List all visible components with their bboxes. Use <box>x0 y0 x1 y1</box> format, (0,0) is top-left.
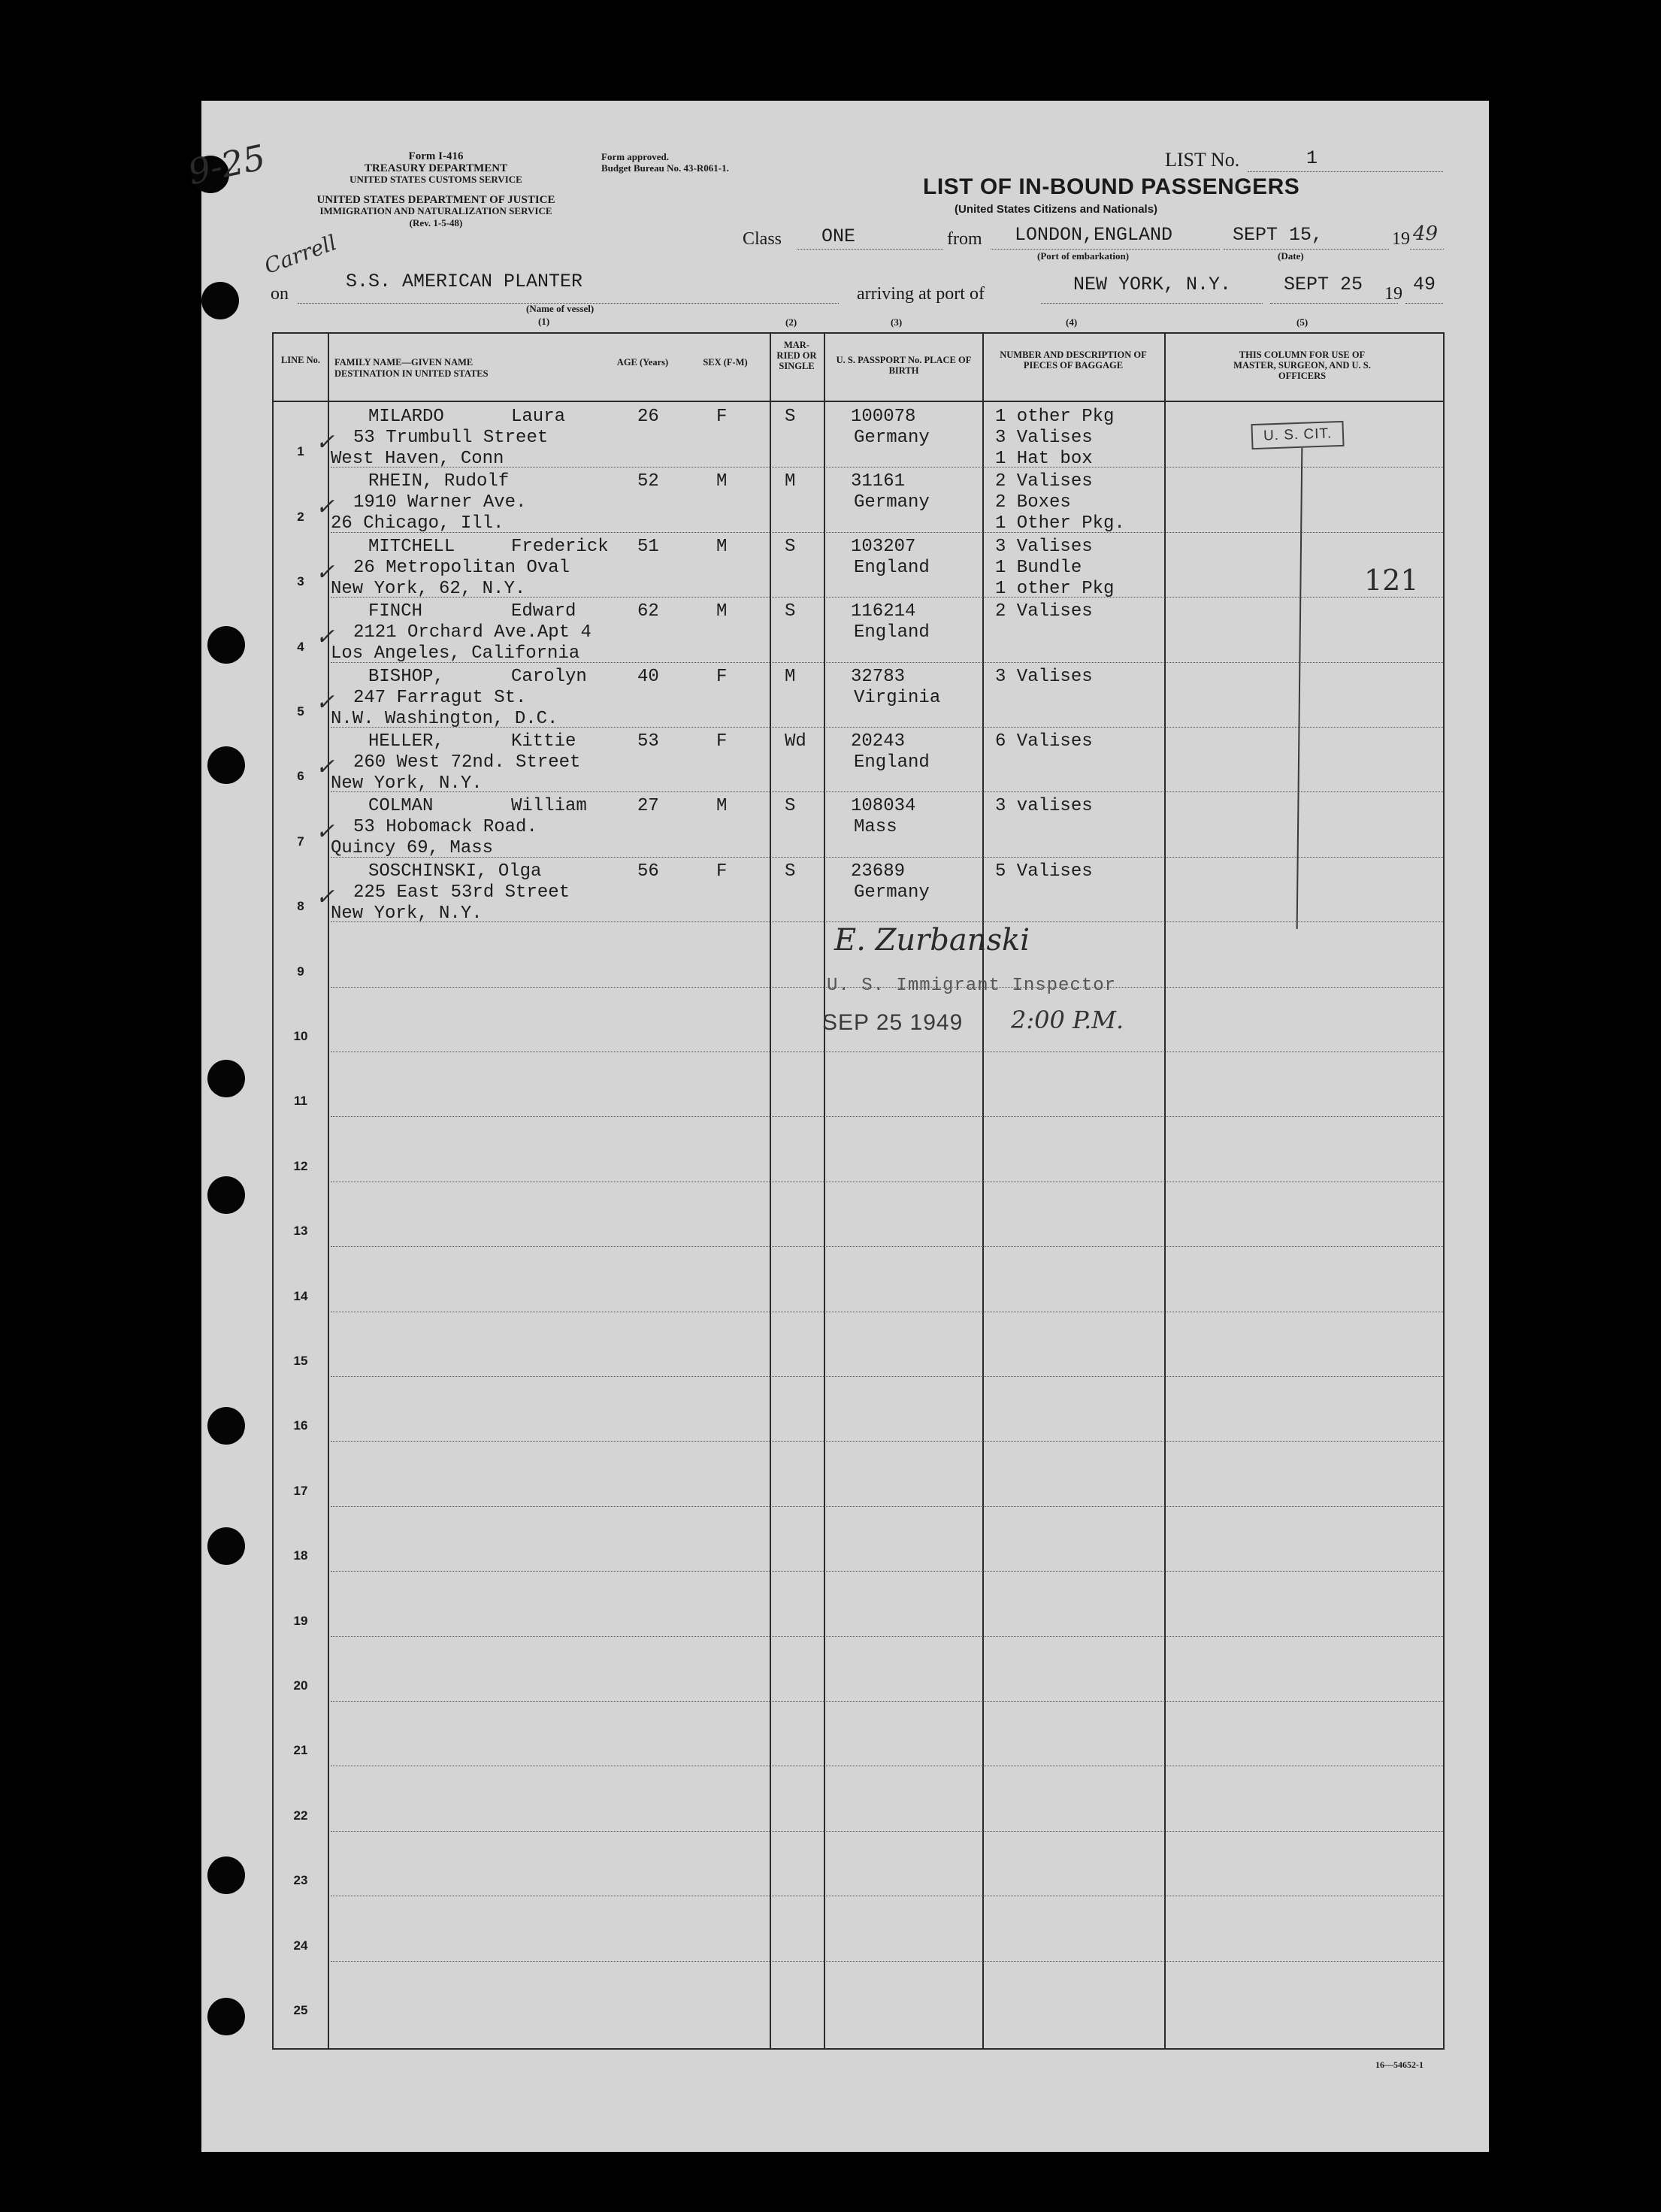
table-top-border <box>272 332 1445 334</box>
colnum-4: (4) <box>1066 316 1078 328</box>
year-prefix-1: 19 <box>1392 229 1410 249</box>
passenger-sex: F <box>716 731 728 752</box>
year-arrival: 49 <box>1413 274 1436 295</box>
baggage-line-3: 1 other Pkg <box>995 578 1115 599</box>
row-separator <box>331 1571 1443 1572</box>
margin-note-on: Carrell <box>261 230 340 279</box>
line-number: 14 <box>293 1288 308 1303</box>
passenger-birthplace: England <box>854 557 930 578</box>
passenger-address-street: 26 Metropolitan Oval <box>353 557 570 578</box>
line-number: 12 <box>293 1158 308 1173</box>
inspector-title: U. S. Immigrant Inspector <box>827 976 1117 996</box>
colhdr-destination: DESTINATION IN UNITED STATES <box>334 368 489 379</box>
row-separator <box>331 1376 1443 1377</box>
check-mark: ✓ <box>316 688 335 716</box>
baggage-line-2: 1 Bundle <box>995 557 1082 578</box>
passenger-address-street: 2121 Orchard Ave.Apt 4 <box>353 622 591 643</box>
passenger-age: 27 <box>637 796 659 817</box>
passenger-age: 56 <box>637 861 659 882</box>
row-separator <box>331 1701 1443 1702</box>
passenger-age: 26 <box>637 407 659 427</box>
colhdr-married: MAR- RIED OR SINGLE <box>776 340 817 371</box>
passenger-birthplace: England <box>854 752 930 773</box>
passenger-family-name: COLMAN <box>368 796 434 817</box>
approval-line2: Budget Bureau No. 43-R061-1. <box>601 162 729 174</box>
passenger-marital-status: S <box>785 861 796 882</box>
passenger-passport-no: 20243 <box>851 731 906 752</box>
row-separator <box>331 1506 1443 1507</box>
us-citizen-stamp: U. S. CIT. <box>1251 421 1344 449</box>
passenger-address-city: 26 Chicago, Ill. <box>331 513 504 534</box>
embark-date: SEPT 15, <box>1233 224 1324 246</box>
line-number: 25 <box>293 2003 308 2017</box>
port-of-arrival: NEW YORK, N.Y. <box>1073 274 1232 295</box>
passenger-age: 40 <box>637 666 659 687</box>
line-number: 3 <box>297 574 304 589</box>
colhdr-line-no: LINE No. <box>280 355 321 365</box>
passenger-address-street: 53 Hobomack Road. <box>353 817 537 838</box>
line-number: 11 <box>294 1094 307 1109</box>
colnum-2: (2) <box>785 316 797 328</box>
punch-hole <box>207 1998 245 2035</box>
margin-note-top: 9-25 <box>184 136 269 193</box>
passenger-given-name: Frederick <box>511 536 609 557</box>
passenger-address-city: New York, N.Y. <box>331 903 483 924</box>
passenger-birthplace: Mass <box>854 817 897 838</box>
page-title: LIST OF IN-BOUND PASSENGERS <box>923 174 1300 199</box>
arriving-label: arriving at port of <box>857 284 985 304</box>
passenger-birthplace: Germany <box>854 492 930 513</box>
passenger-passport-no: 23689 <box>851 861 906 882</box>
colnum-3: (3) <box>891 316 903 328</box>
customs-service: UNITED STATES CUSTOMS SERVICE <box>349 174 522 185</box>
baggage-line-1: 3 Valises <box>995 666 1093 687</box>
passenger-age: 62 <box>637 601 659 622</box>
inspector-signature: E. Zurbanski <box>834 923 1030 958</box>
colhdr-baggage: NUMBER AND DESCRIPTION OF PIECES OF BAGGAGE <box>1000 350 1147 371</box>
list-no-label: LIST No. <box>1165 149 1240 171</box>
passenger-given-name: Carolyn <box>511 666 587 687</box>
passenger-address-street: 260 West 72nd. Street <box>353 752 581 773</box>
passenger-passport-no: 31161 <box>851 471 906 492</box>
colhdr-officers: THIS COLUMN FOR USE OF MASTER, SURGEON, AND U. S. OFFICERS <box>1233 350 1371 381</box>
port-embark-caption: (Port of embarkation) <box>1037 250 1130 262</box>
arrival-date: SEPT 25 <box>1284 274 1363 295</box>
time-note: 2:00 P.M. <box>1011 1006 1124 1034</box>
baggage-line-1: 6 Valises <box>995 731 1093 752</box>
passenger-family-name: MITCHELL <box>368 536 455 557</box>
baggage-line-1: 3 valises <box>995 796 1093 817</box>
line-number: 16 <box>293 1418 308 1433</box>
row-separator <box>331 1441 1443 1442</box>
date-stamp: SEP 25 1949 <box>822 1010 964 1035</box>
passenger-sex: M <box>716 796 728 817</box>
ins: IMMIGRATION AND NATURALIZATION SERVICE <box>319 205 552 216</box>
punch-hole <box>207 1527 245 1565</box>
passenger-address-street: 1910 Warner Ave. <box>353 492 527 513</box>
footer-code: 16—54652-1 <box>1375 2059 1423 2070</box>
passenger-given-name: Kittie <box>511 731 576 752</box>
col-divider <box>1443 332 1445 2050</box>
line-number: 24 <box>293 1938 308 1953</box>
colhdr-passport: U. S. PASSPORT No. PLACE OF BIRTH <box>836 355 972 376</box>
baggage-line-1: 2 Valises <box>995 471 1093 492</box>
passenger-marital-status: S <box>785 536 796 557</box>
passenger-age: 53 <box>637 731 659 752</box>
punch-hole <box>207 626 245 664</box>
passenger-age: 51 <box>637 536 659 557</box>
check-mark: ✓ <box>316 883 335 910</box>
punch-hole <box>207 746 245 784</box>
passenger-birthplace: Germany <box>854 428 930 448</box>
passenger-passport-no: 32783 <box>851 666 906 687</box>
class-label: Class <box>743 229 782 249</box>
row-separator <box>331 1116 1443 1117</box>
passenger-family-name: FINCH <box>368 601 423 622</box>
punch-hole <box>207 1176 245 1214</box>
class-value: ONE <box>821 225 856 247</box>
list-no-value: 1 <box>1306 147 1318 169</box>
line-number: 2 <box>297 509 304 524</box>
vessel-colnum: (1) <box>538 316 550 327</box>
from-label: from <box>947 229 982 249</box>
punch-hole <box>207 1060 245 1097</box>
passenger-address-city: Los Angeles, California <box>331 643 580 664</box>
passenger-address-street: 53 Trumbull Street <box>353 428 549 448</box>
port-of-embarkation: LONDON,ENGLAND <box>1015 224 1173 246</box>
punch-hole <box>207 1856 245 1894</box>
passenger-address-city: West Haven, Conn <box>331 449 504 469</box>
baggage-line-2: 2 Boxes <box>995 492 1071 513</box>
justice-dept: UNITED STATES DEPARTMENT OF JUSTICE <box>316 194 555 206</box>
passenger-sex: F <box>716 407 728 427</box>
passenger-address-city: Quincy 69, Mass <box>331 838 494 859</box>
passenger-sex: F <box>716 861 728 882</box>
colnum-5: (5) <box>1296 316 1309 328</box>
colhdr-sex: SEX (F-M) <box>703 357 748 368</box>
passenger-sex: M <box>716 536 728 557</box>
treasury-dept: TREASURY DEPARTMENT <box>364 162 508 174</box>
passenger-age: 52 <box>637 471 659 492</box>
colhdr-age: AGE (Years) <box>616 357 669 368</box>
line-number: 6 <box>297 769 304 784</box>
approval-line1: Form approved. <box>601 151 670 162</box>
table-bottom-border <box>272 2048 1445 2050</box>
passenger-given-name: Edward <box>511 601 576 622</box>
line-number: 1 <box>297 444 304 459</box>
line-number: 19 <box>293 1613 308 1628</box>
line-number: 9 <box>297 964 304 979</box>
passenger-given-name: Laura <box>511 407 566 427</box>
passenger-count: 121 <box>1364 564 1419 597</box>
revision: (Rev. 1-5-48) <box>409 217 463 228</box>
passenger-passport-no: 100078 <box>851 407 916 427</box>
line-number: 18 <box>293 1548 308 1563</box>
passenger-passport-no: 116214 <box>851 601 916 622</box>
baggage-line-3: 1 Other Pkg. <box>995 513 1125 534</box>
baggage-line-1: 5 Valises <box>995 861 1093 882</box>
col-divider <box>272 332 274 2050</box>
passenger-sex: M <box>716 471 728 492</box>
passenger-birthplace: England <box>854 622 930 643</box>
baggage-line-2: 3 Valises <box>995 428 1093 448</box>
passenger-given-name: William <box>511 796 587 817</box>
vessel-caption: (Name of vessel) <box>526 303 595 314</box>
passenger-family-name: BISHOP, <box>368 666 444 687</box>
colhdr-name: FAMILY NAME—GIVEN NAME <box>334 357 473 368</box>
line-number: 20 <box>293 1678 308 1693</box>
date-caption: (Date) <box>1278 250 1304 262</box>
row-separator <box>331 1246 1443 1247</box>
passenger-marital-status: M <box>785 666 796 687</box>
page-subtitle: (United States Citizens and Nationals) <box>955 203 1158 216</box>
line-number: 8 <box>297 899 304 914</box>
check-mark: ✓ <box>316 624 335 651</box>
baggage-line-3: 1 Hat box <box>995 449 1093 469</box>
baggage-line-1: 3 Valises <box>995 536 1093 557</box>
passenger-marital-status: M <box>785 471 796 492</box>
year-prefix-2: 19 <box>1384 284 1402 304</box>
on-label: on <box>271 284 289 304</box>
line-number: 15 <box>293 1354 308 1368</box>
passenger-address-street: 247 Farragut St. <box>353 687 527 708</box>
line-number: 4 <box>297 639 304 654</box>
passenger-birthplace: Virginia <box>854 687 941 708</box>
passenger-family-name: SOSCHINSKI, Olga <box>368 861 542 882</box>
check-mark: ✓ <box>316 429 335 455</box>
punch-hole <box>201 282 239 319</box>
passenger-family-name: HELLER, <box>368 731 444 752</box>
passenger-marital-status: S <box>785 407 796 427</box>
passenger-passport-no: 103207 <box>851 536 916 557</box>
row-separator <box>331 1831 1443 1832</box>
check-mark: ✓ <box>316 819 335 846</box>
passenger-birthplace: Germany <box>854 882 930 903</box>
check-mark: ✓ <box>316 558 335 586</box>
passenger-address-city: N.W. Washington, D.C. <box>331 708 558 729</box>
baggage-line-1: 1 other Pkg <box>995 407 1115 427</box>
passenger-address-street: 225 East 53rd Street <box>353 882 570 903</box>
passenger-family-name: RHEIN, Rudolf <box>368 471 510 492</box>
passenger-marital-status: S <box>785 601 796 622</box>
check-mark: ✓ <box>316 494 335 521</box>
year-embark: 49 <box>1413 222 1439 245</box>
punch-hole <box>207 1407 245 1445</box>
form-number: Form I-416 <box>408 150 464 162</box>
row-separator <box>331 1636 1443 1637</box>
line-number: 10 <box>293 1029 308 1043</box>
passenger-passport-no: 108034 <box>851 796 916 817</box>
line-number: 23 <box>293 1873 308 1888</box>
passenger-sex: F <box>716 666 728 687</box>
passenger-family-name: MILARDO <box>368 407 444 427</box>
passenger-address-city: New York, N.Y. <box>331 773 483 794</box>
line-number: 13 <box>293 1224 308 1239</box>
baggage-line-1: 2 Valises <box>995 601 1093 622</box>
line-number: 5 <box>297 704 304 719</box>
passenger-marital-status: Wd <box>785 731 806 752</box>
passenger-marital-status: S <box>785 796 796 817</box>
vessel-name: S.S. AMERICAN PLANTER <box>346 271 583 292</box>
passenger-sex: M <box>716 601 728 622</box>
row-separator <box>331 1961 1443 1962</box>
line-number: 7 <box>297 834 304 849</box>
line-number: 17 <box>293 1483 308 1498</box>
line-number: 21 <box>293 1743 308 1758</box>
passenger-address-city: New York, 62, N.Y. <box>331 578 526 599</box>
line-number: 22 <box>293 1808 308 1823</box>
check-mark: ✓ <box>316 754 335 780</box>
